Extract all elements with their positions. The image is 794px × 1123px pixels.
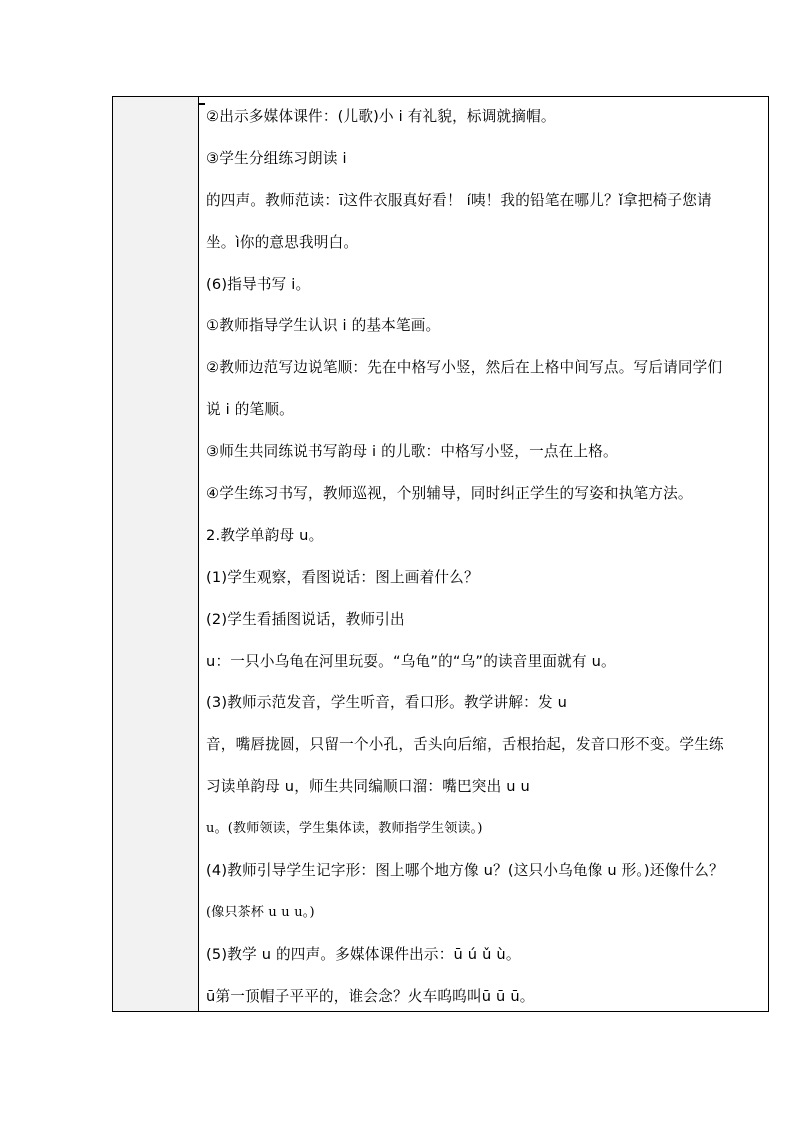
table-left-column [113, 97, 199, 1011]
cursor-marker [199, 103, 205, 105]
text-line: ③师生共同练说书写韵母 i 的儿歌：中格写小竖，一点在上格。 [206, 443, 618, 461]
text-line: ③学生分组练习朗读 i [206, 149, 347, 167]
text-line: 习读单韵母 u，师生共同编顺口溜：嘴巴突出 u u [206, 778, 530, 796]
text-line: 说 i 的笔顺。 [206, 401, 294, 419]
text-line: 2.教学单韵母 u。 [206, 526, 324, 544]
text-line: (像只茶杯 u u u。) [206, 904, 315, 920]
text-line: ②教师边范写边说笔顺：先在中格写小竖，然后在上格中间写点。写后请同学们 [206, 359, 723, 377]
table-content-cell [199, 97, 768, 1011]
text-line: 的四声。教师范读：ī这件衣服真好看！ í咦！我的铅笔在哪儿？ǐ拿把椅子您请 [206, 191, 712, 209]
text-line: 坐。ì你的意思我明白。 [206, 233, 359, 251]
text-line: (4)教师引导学生记字形：图上哪个地方像 u？(这只小乌龟像 u 形。)还像什么？ [206, 862, 724, 880]
text-line: ①教师指导学生认识 i 的基本笔画。 [206, 317, 441, 335]
text-line: ④学生练习书写，教师巡视，个别辅导，同时纠正学生的写姿和执笔方法。 [206, 485, 693, 503]
text-line: (5)教学 u 的四声。多媒体课件出示：ū ú ǔ ù。 [206, 945, 521, 963]
text-line: (1)学生观察，看图说话：图上画着什么？ [206, 568, 479, 586]
text-line: (3)教师示范发音，学生听音，看口形。教学讲解：发 u [206, 694, 568, 712]
text-line: ②出示多媒体课件：(儿歌)小 i 有礼貌，标调就摘帽。 [206, 108, 556, 125]
text-line: (2)学生看插图说话，教师引出 [206, 610, 405, 628]
text-line: u：一只小乌龟在河里玩耍。“乌龟”的“乌”的读音里面就有 u。 [206, 652, 616, 670]
text-line: u。(教师领读，学生集体读，教师指学生领读。) [206, 821, 483, 837]
text-line: (6)指导书写 i。 [206, 275, 311, 293]
lesson-text [199, 97, 768, 1025]
text-line: ū第一顶帽子平平的，谁会念？火车呜呜叫ū ū ū。 [206, 987, 535, 1005]
lesson-table [112, 96, 769, 1012]
text-line: 音，嘴唇拢圆，只留一个小孔，舌头向后缩，舌根抬起，发音口形不变。学生练 [206, 736, 724, 754]
